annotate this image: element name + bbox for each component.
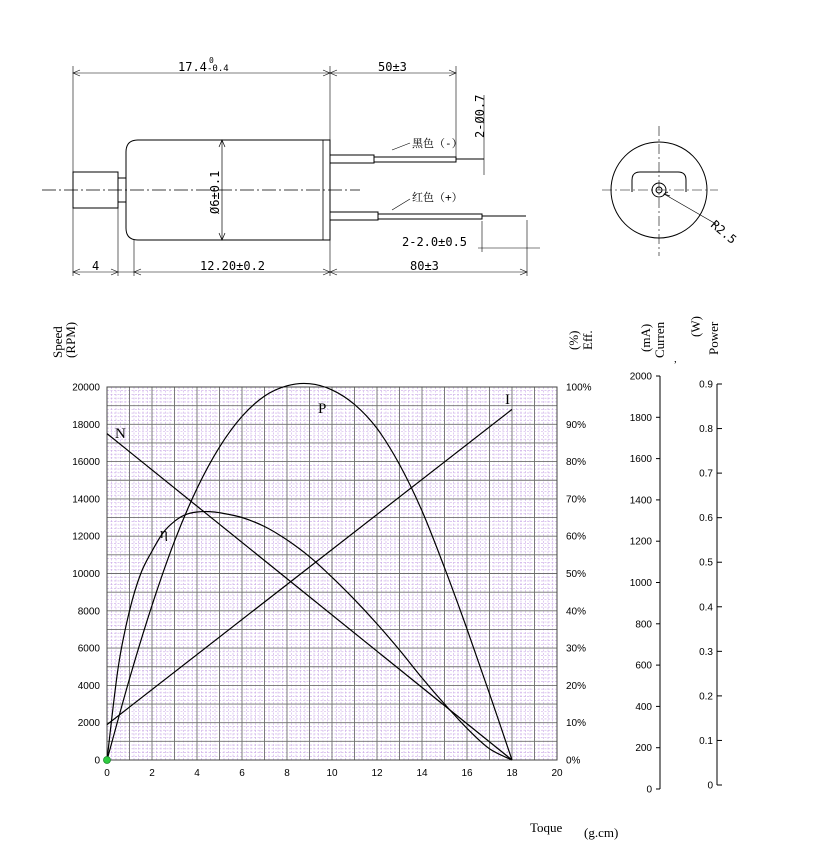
speed-tick-label: 16000 — [72, 457, 100, 469]
dim-strip: 2-2.0±0.5 — [402, 235, 468, 249]
current-tick-label: 1000 — [629, 578, 652, 589]
current-tick-label: 1200 — [629, 536, 652, 548]
torque-tick-label: 0 — [104, 768, 110, 779]
x-axis-unit: (g.cm) — [584, 825, 619, 840]
origin-marker — [104, 757, 111, 764]
current-axis-label: Curren — [652, 321, 667, 358]
torque-tick-label: 8 — [284, 768, 290, 779]
power-tick-label: 0 — [707, 780, 713, 792]
current-tick-label: 200 — [635, 743, 652, 755]
dim-body-length: 12.20±0.2 — [200, 259, 266, 273]
dim-length: 17.4 — [178, 60, 207, 74]
efficiency-tick-label: 90% — [566, 419, 587, 431]
speed-tick-label: 8000 — [77, 606, 100, 618]
current-axis-unit: (mA) — [638, 323, 653, 352]
dim-body-dia: Ø6±0.1 — [208, 170, 222, 214]
efficiency-tick-label: 40% — [566, 606, 587, 618]
eff-axis-unit: (%) — [566, 330, 581, 350]
x-axis-label: Toque — [530, 820, 563, 835]
efficiency-tick-label: 60% — [566, 531, 587, 543]
efficiency-tick-label: 30% — [566, 643, 587, 655]
power-tick-label: 0.5 — [699, 557, 713, 569]
efficiency-tick-label: 20% — [566, 680, 587, 692]
torque-axis — [104, 768, 563, 779]
power-axis — [699, 380, 722, 792]
efficiency-tick-label: 50% — [566, 569, 587, 580]
efficiency-tick-label: 80% — [566, 457, 587, 469]
efficiency-axis — [566, 383, 592, 767]
torque-tick-label: 18 — [506, 768, 518, 779]
current-axis-label-extra: , — [674, 353, 677, 365]
dim-lead-dia: 2-Ø0.7 — [473, 94, 487, 138]
curve-label-i: I — [505, 392, 510, 408]
efficiency-tick-label: 100% — [566, 382, 592, 394]
torque-tick-label: 12 — [371, 768, 383, 779]
grid-major — [107, 387, 557, 760]
lead-wire-red — [330, 212, 526, 220]
speed-tick-label: 4000 — [77, 680, 100, 692]
torque-tick-label: 16 — [461, 768, 473, 779]
speed-axis-label: Speed — [50, 326, 65, 358]
torque-tick-label: 2 — [149, 768, 155, 779]
torque-tick-label: 20 — [551, 768, 563, 779]
power-tick-label: 0.2 — [699, 691, 713, 703]
torque-tick-label: 6 — [239, 768, 245, 779]
end-view — [602, 126, 718, 256]
torque-tick-label: 14 — [416, 768, 428, 779]
torque-tick-label: 10 — [326, 768, 338, 779]
current-tick-label: 2000 — [629, 371, 652, 383]
current-tick-label: 1600 — [629, 454, 652, 466]
speed-axis — [72, 383, 100, 767]
torque-tick-label: 4 — [194, 768, 200, 779]
performance-chart — [50, 316, 722, 840]
power-axis-label: Power — [706, 321, 721, 355]
speed-axis-unit: (RPM) — [63, 321, 78, 358]
curve-label-n: N — [115, 426, 126, 442]
dim-radius: R2.5 — [708, 217, 740, 247]
efficiency-tick-label: 0% — [566, 755, 581, 767]
power-tick-label: 0.4 — [699, 602, 713, 614]
power-tick-label: 0.1 — [699, 735, 713, 747]
curve-label-eta: η — [160, 526, 168, 542]
speed-tick-label: 10000 — [72, 569, 100, 580]
efficiency-tick-label: 70% — [566, 494, 587, 506]
speed-tick-label: 2000 — [77, 718, 100, 730]
dim-length-tol-lower: -0.4 — [207, 64, 229, 74]
speed-tick-label: 12000 — [72, 531, 100, 543]
speed-tick-label: 6000 — [77, 643, 100, 655]
dim-lead-length: 50±3 — [378, 60, 407, 74]
current-tick-label: 0 — [646, 784, 652, 796]
eff-axis-label: Eff. — [580, 330, 595, 350]
dim-cap: 4 — [92, 259, 100, 273]
power-tick-label: 0.9 — [699, 379, 713, 391]
speed-tick-label: 18000 — [72, 419, 100, 431]
speed-tick-label: 0 — [94, 755, 100, 767]
current-tick-label: 400 — [635, 701, 652, 713]
label-red-wire: 红色（+） — [412, 191, 463, 204]
speed-tick-label: 20000 — [72, 382, 100, 394]
power-tick-label: 0.3 — [699, 646, 713, 658]
power-tick-label: 0.7 — [699, 468, 713, 480]
current-axis — [630, 372, 660, 796]
power-tick-label: 0.6 — [699, 513, 713, 525]
dim-length-tol-upper: 0 — [209, 56, 214, 65]
dim-wire-length: 80±3 — [410, 259, 439, 273]
efficiency-tick-label: 10% — [566, 718, 587, 730]
label-black-wire: 黑色（-） — [412, 137, 463, 150]
current-tick-label: 1800 — [629, 412, 652, 424]
mechanical-drawing — [42, 66, 718, 276]
speed-tick-label: 14000 — [72, 494, 100, 506]
power-tick-label: 0.8 — [699, 424, 713, 436]
curve-label-p: P — [318, 401, 327, 417]
power-axis-unit: (W) — [688, 316, 703, 337]
current-tick-label: 600 — [635, 660, 652, 672]
current-tick-label: 1400 — [629, 495, 652, 507]
lead-wire-black — [330, 155, 484, 163]
current-tick-label: 800 — [635, 619, 652, 631]
